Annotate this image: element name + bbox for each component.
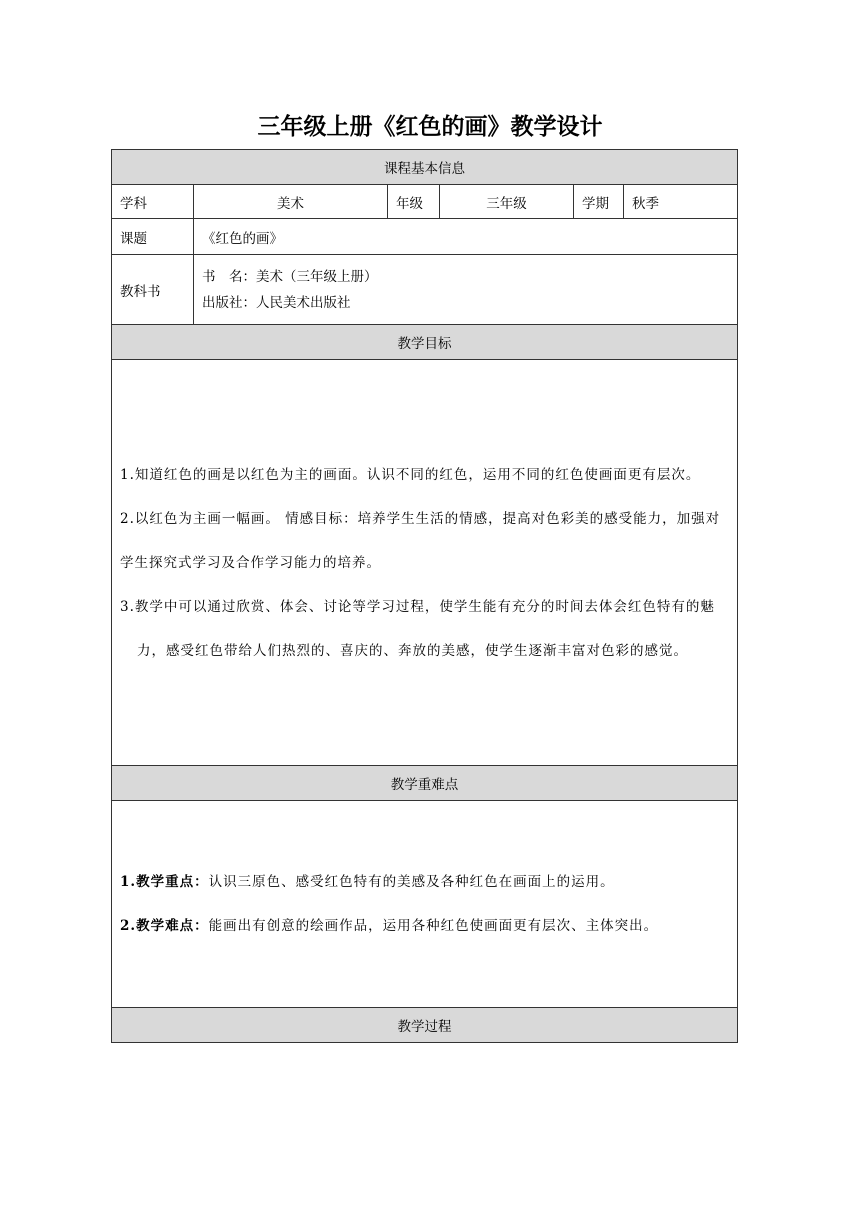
key-points-row — [112, 801, 738, 1008]
process-header-row — [112, 1008, 738, 1043]
topic-label: 课题 — [112, 219, 194, 255]
topic-row — [112, 219, 738, 255]
objective-item: 2.以红色为主画一幅画。 情感目标：培养学生生活的情感，提高对色彩美的感受能力，加强对学生探究式学习及合作学习能力的培养。 — [120, 510, 721, 571]
key-points-content — [112, 801, 738, 1008]
objectives-header: 教学目标 — [112, 325, 738, 360]
textbook-row — [112, 255, 738, 325]
subject-row — [112, 185, 738, 219]
topic-value: 《红色的画》 — [194, 219, 738, 255]
subject-value: 美术 — [194, 185, 388, 219]
teaching-focus-text: 认识三原色、感受红色特有的美感及各种红色在画面上的运用。 — [208, 874, 615, 890]
teaching-focus — [120, 860, 729, 904]
key-points-header: 教学重难点 — [112, 766, 738, 801]
textbook-publisher: 出版社：人民美术出版社 — [202, 294, 351, 311]
document-title: 三年级上册《红色的画》教学设计 — [257, 114, 603, 140]
textbook-label: 教科书 — [112, 255, 194, 325]
basic-info-header-row — [112, 150, 738, 185]
basic-info-header: 课程基本信息 — [112, 150, 738, 185]
key-points-header-row — [112, 766, 738, 801]
objectives-content — [112, 360, 738, 766]
grade-value: 三年级 — [440, 185, 574, 219]
objectives-header-row — [112, 325, 738, 360]
teaching-difficulty-text: 能画出有创意的绘画作品，运用各种红色使画面更有层次、主体突出。 — [208, 918, 659, 934]
objectives-row — [112, 360, 738, 766]
teaching-difficulty — [120, 904, 729, 948]
process-header: 教学过程 — [112, 1008, 738, 1043]
lesson-plan-table — [111, 149, 738, 1043]
term-label: 学期 — [574, 185, 624, 219]
term-value: 秋季 — [624, 185, 738, 219]
grade-label: 年级 — [388, 185, 440, 219]
teaching-difficulty-label: 2.教学难点： — [120, 918, 209, 934]
teaching-focus-label: 1.教学重点： — [120, 874, 209, 890]
textbook-info — [194, 255, 738, 325]
objective-item: 3.教学中可以通过欣赏、体会、讨论等学习过程，使学生能有充分的时间去体会红色特有的魅力，感受红色带给人们热烈的、喜庆的、奔放的美感，使学生逐渐丰富对色彩的感觉。 — [120, 598, 715, 659]
subject-label: 学科 — [112, 185, 194, 219]
textbook-name: 书 名：美术（三年级上册） — [202, 268, 378, 285]
objective-item: 1.知道红色的画是以红色为主的画面。认识不同的红色，运用不同的红色使画面更有层次。 — [120, 466, 701, 483]
